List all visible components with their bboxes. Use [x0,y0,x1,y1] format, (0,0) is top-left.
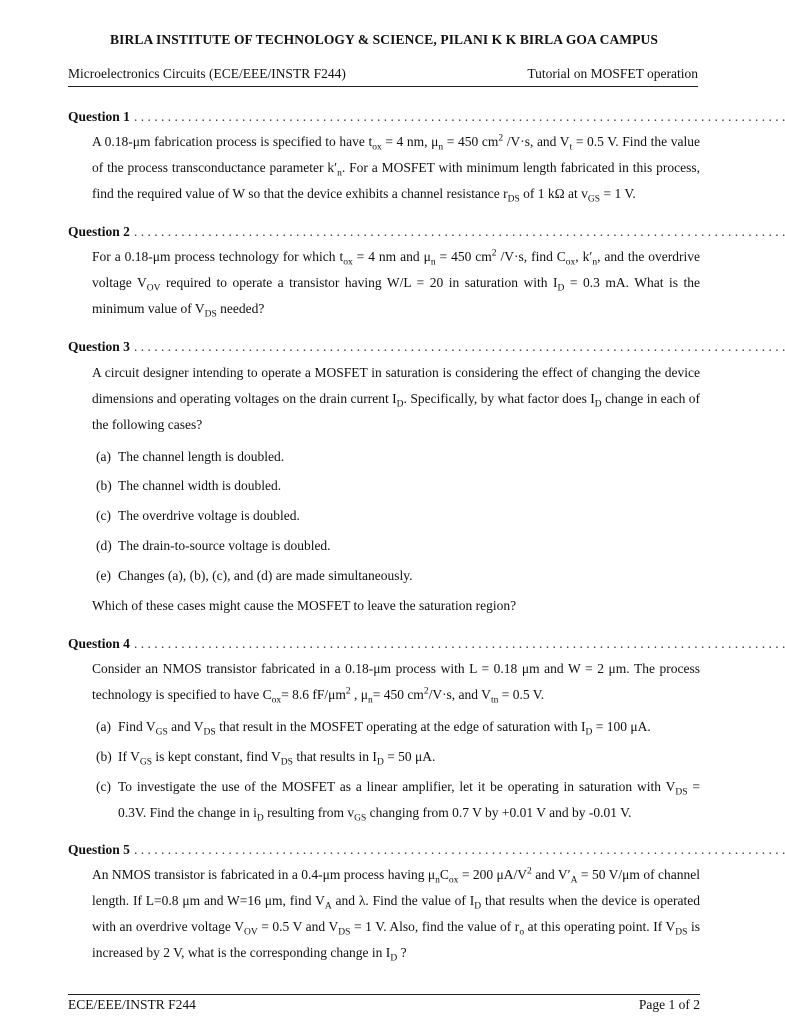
item-label: (e) [96,568,111,583]
item-text: The channel width is doubled. [118,478,282,493]
question-3-text: A circuit designer intending to operate a MOSFET in saturation is considering the effect of changing the device dimensions and operating voltages on the drain current $I_D$. Specifically, by what factor does $I_D$ change in each of the following cases? [92,365,700,432]
item-label: (c) [96,508,111,523]
question-3-heading: Question 3 . . . . . . . . . . . . . . . . . . . . . . . . . . . . . . . . . . . . . . . . . . . . . . . . . . . . . . . . . . . . . . . . . . . . . . . . . . . . . . . . . . . . . . . . . . . . . . . . . [68,339,785,354]
item-text: Changes (a), (b), (c), and (d) are made simultaneously. [118,568,413,583]
question-2-text: For a 0.18-μm process technology for which $t_{ox} = 4$ nm and $\mu_n = 450$ $cm^2$ /V·s, find $C_{ox}$, $k'_n$, and the overdrive voltage $V_{OV}$ required to operate a transistor having W/L = 20 in saturation with $I_D = 0.3$ mA. What is the minimum value of $V_{DS}$ needed? [92,248,701,320]
question-label: Question 4 [68,636,130,651]
item-label: (a) [96,719,111,734]
item-label: (d) [96,538,112,553]
course-header [68,64,698,87]
footer-course-code: ECE/EEE/INSTR F244 [68,997,196,1012]
page-number: Page 1 of 2 [638,997,700,1012]
item-label: (c) [96,779,111,794]
question-label: Question 5 [68,842,130,857]
question-1-text: A 0.18-μm fabrication process is specified to have $t_{ox} = 4$ nm, $\mu_n = 450$ $cm^2$ /V·s, and $V_t = 0.5$ V. Find the value of the process transconductance parameter $k'_n$. For a MOSFET with minimum length fabricated in this process, find the required value of W so that the device exhibits a channel resistance $r_{DS}$ of 1 kΩ at $v_{GS} = 1$ V. [92,133,701,205]
item-label: (b) [96,749,112,764]
institution-title: BIRLA INSTITUTE OF TECHNOLOGY & SCIENCE, PILANI K K BIRLA GOA CAMPUS [110,32,658,47]
question-3-closing: Which of these cases might cause the MOSFET to leave the saturation region? [92,598,517,613]
question-5-text: An NMOS transistor is fabricated in a 0.4-μm process having $\mu_nC_{ox} = 200$ $\mu A/V^2$ and $V'_A = 50$ V/μm of channel length. If L=0.8 μm and W=16 μm, find $V_A$ and λ. Find the value of $I_D$ that results when the device is operated with an overdrive voltage $V_{OV} = 0.5$ V and $V_{DS} = 1$ V. Also, find the value of $r_o$ at this operating point. If $V_{DS}$ is increased by 2 V, what is the corresponding change in $I_D$ ? [92,866,701,964]
page-footer [68,994,700,1017]
item-text: The drain-to-source voltage is doubled. [118,538,331,553]
question-label: Question 3 [68,339,130,354]
question-1-heading: Question 1 . . . . . . . . . . . . . . . . . . . . . . . . . . . . . . . . . . . . . . . . . . . . . . . . . . . . . . . . . . . . . . . . . . . . . . . . . . . . . . . . . . . . . . . . . . . . . . . . . [68,109,785,124]
tutorial-title: Tutorial on MOSFET operation [527,66,698,81]
item-text: The overdrive voltage is doubled. [118,508,300,523]
item-label: (b) [96,478,112,493]
question-4-heading: Question 4 . . . . . . . . . . . . . . . . . . . . . . . . . . . . . . . . . . . . . . . . . . . . . . . . . . . . . . . . . . . . . . . . . . . . . . . . . . . . . . . . . . . . . . . . . . . . . . . . . [68,636,785,651]
question-2-heading: Question 2 . . . . . . . . . . . . . . . . . . . . . . . . . . . . . . . . . . . . . . . . . . . . . . . . . . . . . . . . . . . . . . . . . . . . . . . . . . . . . . . . . . . . . . . . . . . . . . . . . [68,224,785,239]
item-text: The channel length is doubled. [118,449,285,464]
item-text: If $V_{GS}$ is kept constant, find $V_{DS}$ that results in $I_D = 50$ μA. [118,749,436,768]
question-label: Question 2 [68,224,130,239]
course-title: Microelectronics Circuits (ECE/EEE/INSTR F244) [68,66,346,81]
question-label: Question 1 [68,109,130,124]
item-text: Find $V_{GS}$ and $V_{DS}$ that result in the MOSFET operating at the edge of saturation with $I_D = 100$ μA. [118,719,651,738]
item-label: (a) [96,449,111,464]
question-4-text: Consider an NMOS transistor fabricated in a 0.18-μm process with L = 0.18 μm and W = 2 μm. The process technology is specified to have $C_{ox}= 8.6$ $fF/\mu m^2$ , $\mu_n= 450$ $cm^2/V\cdot s$, and $V_{tn} = 0.5$ V. [92,661,700,706]
question-5-heading: Question 5 . . . . . . . . . . . . . . . . . . . . . . . . . . . . . . . . . . . . . . . . . . . . . . . . . . . . . . . . . . . . . . . . . . . . . . . . . . . . . . . . . . . . . . . . . . . . . . . . . [68,842,785,857]
item-text: To investigate the use of the MOSFET as a linear amplifier, let it be operating in saturation with $V_{DS} = 0.3V$. Find the change in $i_D$ resulting from $v_{GS}$ changing from 0.7 V by +0.01 V and by -0.01 V. [118,779,700,824]
